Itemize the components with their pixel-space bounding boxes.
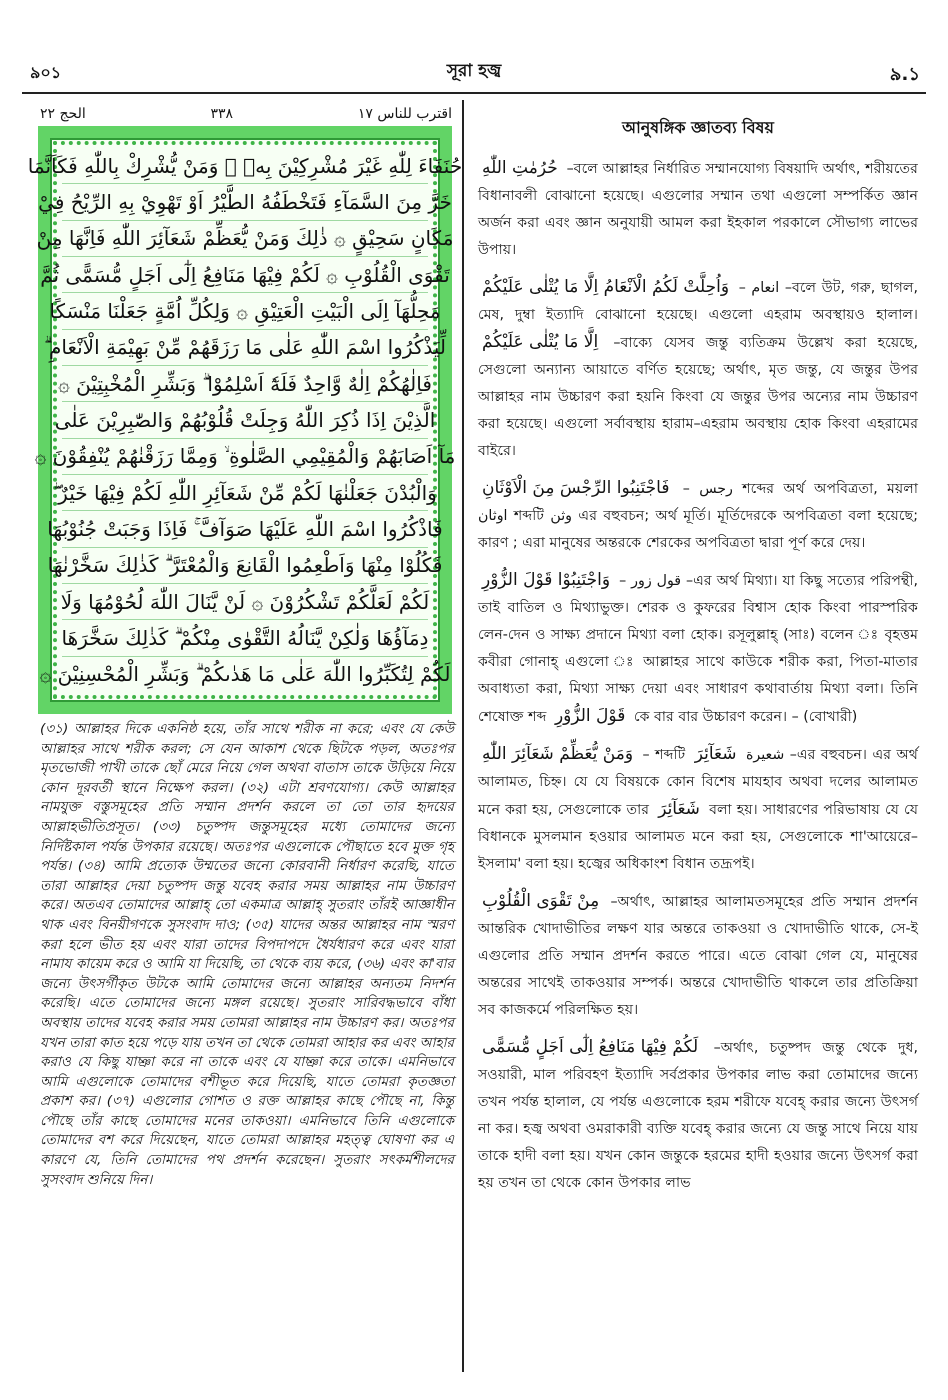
quran-line: تَقْوَى الْقُلُوْبِ ۞ لَكُمْ فِيْهَا مَنَافِعُ اِلٰٓى اَجَلٍ مُّسَمًّى ثُمَّ [62,257,428,293]
paragraph-text: –অর্থাৎ, চতুষ্পদ জন্তু থেকে দুধ, সওয়ারী, মাল পরিবহণ ইত্যাদি সর্বপ্রকার উপকার লাভ করা তোমাদের জন্যে তখন পর্যন্ত হালাল, যে পর্যন্ত এগুলোকে হরম শরীফে যবেহ্ করার জন্যে উৎসর্গ না কর। হজ্ব অথবা ওমরাকারী ব্যক্তি যবেহ্ করার জন্যে যে জন্তু সাথে নিয়ে যায় তাকে হাদী বলা হয়। যখন কোন জন্তুকে হরমের হাদী হওয়ার জন্যে উৎসর্গ করা হয় তখন তা থেকে কোন উপকার লাভ [478,1040,918,1191]
mushaf-page-number: ٣٣٨ [210,106,234,122]
commentary-paragraph [478,475,918,557]
commentary-paragraph [478,741,918,878]
header-divider [22,92,926,94]
quran-line: فَاِلٰهُكُمْ اِلٰهٌ وَّاحِدٌ فَلَهٗٓ اَسْلِمُوْا ۗ وَبَشِّرِ الْمُخْبِتِيْنَ ۞ [62,366,428,402]
arabic-term: مِنْ تَقْوَى الْقُلُوْبِ [482,891,600,911]
paragraph-text: বলা হয়। সাধারণের পরিভাষায় যে যে বিধানকে মুসলমান হওয়ার আলামত মনে করা হয়, সেগুলোকে শা'আয়েরে–ইসলাম' বলা হয়। হজ্বের অধিকাংশ বিধান তদ্রূপই। [478,802,918,872]
paragraph-text: কে বার বার উচ্চারণ করেন। – (বোখারী) [633,709,858,725]
paragraph-text: – শব্দটি [642,747,686,763]
commentary-paragraph [478,274,918,465]
quran-lines [27,148,463,692]
arabic-term: اِلَّا مَا يُتْلٰى عَلَيْكُمْ [482,332,599,352]
arabic-term: فَاجْتَنِبُوا الرِّجْسَ مِنَ الْاَوْثَانِ [482,478,670,498]
quran-line: مَآ اَصَابَهُمْ وَالْمُقِيْمِي الصَّلٰوةِ ۙ وَمِمَّا رَزَقْنٰهُمْ يُنْفِقُوْنَ ۞ [62,439,428,475]
quran-line: مَحِلُّهَآ اِلَى الْبَيْتِ الْعَتِيْقِ ۞ وَلِكُلِّ اُمَّةٍ جَعَلْنَا مَنْسَكًا [62,293,428,329]
paragraph-text: –বলে আল্লাহর নির্ধারিত সম্মানযোগ্য বিষয়াদি অর্থাৎ, শরীয়তের বিধানাবলী বোঝানো হয়েছে। এগুলোর সম্মান তথা এগুলো সম্পর্কিত জ্ঞান অর্জন করা এবং জ্ঞান অনুযায়ী আমল করা ইহকাল পরকালে সৌভাগ্য লাভের উপায়। [478,161,918,258]
quran-line: خَرَّ مِنَ السَّمَآءِ فَتَخْطَفُهُ الطَّيْرُ اَوْ تَهْوِيْ بِهِ الرِّيْحُ فِيْ [62,184,428,220]
column-divider [462,100,464,1372]
commentary-paragraph [478,888,918,1024]
quran-line: لَكُمْ لَعَلَّكُمْ تَشْكُرُوْنَ ۞ لَنْ يَّنَالَ اللّٰهَ لُحُوْمُهَا وَلَا [62,584,428,620]
arabic-term: شَعَآئِرَ [658,799,700,819]
quran-line: لَكُمْ لِتُكَبِّرُوا اللّٰهَ عَلٰى مَا هَدٰىكُمْ ۗ وَبَشِّرِ الْمُحْسِنِيْنَ ۞ [39,662,451,687]
arabic-term: وَمَنْ يُّعَظِّمْ شَعَآئِرَ اللّٰهِ [482,744,634,764]
page-number-right: ৯.১ [889,64,920,85]
commentary-heading: আনুষঙ্গিক জ্ঞাতব্য বিষয় [622,118,774,137]
surah-ref: الحج ٢٢ [40,106,86,122]
arabic-term: قَوْلَ الزُّوْرِ [554,706,626,726]
quran-line: دِمَآؤُهَا وَلٰكِنْ يَّنَالُهُ التَّقْوٰى مِنْكُمْ ۗ كَذٰلِكَ سَخَّرَهَا [62,620,428,656]
quran-subheader [40,104,452,124]
quran-line: وَالْبُدْنَ جَعَلْنٰهَا لَكُمْ مِّنْ شَعَآئِرِ اللّٰهِ لَكُمْ فِيْهَا خَيْرٌ ۖ [62,475,428,511]
paragraph-text: – رجس শব্দের অর্থ অপবিত্রতা, ময়লা اوثان শব্দটি وثن এর বহুবচন; অর্থ মূর্তি। মূর্তিদেরকে অপবিত্রতা বলা হয়েছে; কারণ ; এরা মানুষের অন্তরকে শেরকের অপবিত্রতা দ্বারা পূর্ণ করে দেয়। [478,481,918,551]
commentary-paragraph [478,155,918,264]
quran-line: حُنَفَاءَ لِلّٰهِ غَيْرَ مُشْرِكِيْنَ بِهٖ ۚ وَمَنْ يُّشْرِكْ بِاللّٰهِ فَكَاَنَّمَا [62,148,428,184]
paragraph-text: – انعام –বলে উট, গরু, ছাগল, মেষ, দুম্বা ইত্যাদি বোঝানো হয়েছে। এগুলো এহরাম অবস্থায়ও হালাল। [478,280,918,323]
paragraph-text: شعيرة –এর বহুবচন। এর অর্থ আলামত, চিহ্ন। যে যে বিষয়কে কোন বিশেষ মাযহাব অথবা দলের আলামত মনে করা হয়, সেগুলোকে তার [478,747,918,818]
paragraph-text: –বাক্যে যেসব জন্তু ব্যতিক্রম উল্লেখ করা হয়েছে, সেগুলো অন্যান্য আয়াতে বর্ণিত হয়েছে; অর্থাৎ, মৃত জন্তু, যে জন্তুর উপর আল্লাহর নাম উচ্চারণ করা হয়নি কিংবা যে জন্তুর উপর অন্যের নাম উচ্চারণ করা হয়েছে। এগুলো সর্বাবস্থায় হারাম–এহরাম অবস্থায় হোক কিংবা এহরামের বাইরে। [478,335,918,459]
arabic-term: لَكُمْ فِيْهَا مَنَافِعُ اِلٰٓى اَجَلٍ مُّسَمًّى [482,1037,699,1057]
juz-ref: اقترب للناس ١٧ [357,106,452,122]
quran-line: الَّذِيْنَ اِذَا ذُكِرَ اللّٰهُ وَجِلَتْ قُلُوْبُهُمْ وَالصّٰبِرِيْنَ عَلٰى [62,402,428,438]
bengali-translation: (৩১) আল্লাহর দিকে একনিষ্ঠ হয়ে, তাঁর সাথে শরীক না করে; এবং যে কেউ আল্লাহর সাথে শরীক করল; সে যেন আকাশ থেকে ছিটকে পড়ল, অতঃপর মৃতভোজী পাখী তাকে ছোঁ মেরে নিয়ে গেল অথবা বাতাস তাকে উড়িয়ে নিয়ে কোন দূরবর্তী স্থানে নিক্ষেপ করল। (৩২) এটা শ্রবণযোগ্য। কেউ আল্লাহর নামযুক্ত বস্তুসমূহের প্রতি সম্মান প্রদর্শন করলে তা তো তার হৃদয়ের আল্লাহভীতিপ্রসূত। (৩৩) চতুষ্পদ জন্তুসমূহের মধ্যে তোমাদের জন্যে নির্দিষ্টকাল পর্যন্ত উপকার রয়েছে। অতঃপর এগুলোকে পৌছাতে হবে মুক্ত গৃহ পর্যন্ত। (৩৪) আমি প্রত্যেক উম্মতের জন্যে কোরবানী নির্ধারণ করেছি, যাতে তারা আল্লাহর দেয়া চতুষ্পদ জন্তু যবেহ করার সময় আল্লাহর নাম উচ্চারণ করে। অতএব তোমাদের আল্লাহ্ তো একমাত্র আল্লাহ্ সুতরাং তাঁরই আজ্ঞাধীন থাক এবং বিনয়ীগণকে সুসংবাদ দাও; (৩৫) যাদের অন্তর আল্লাহর নাম স্মরণ করা হলে ভীত হয় এবং যারা তাদের বিপদাপদে ধৈর্যধারণ করে এবং যারা নামায কায়েম করে ও আমি যা দিয়েছি, তা থেকে ব্যয় করে, (৩৬) এবং কা'বার জন্যে উৎসর্গীকৃত উটকে আমি তোমাদের জন্যে আল্লাহর অন্যতম নিদর্শন করেছি। এতে তোমাদের জন্যে মঙ্গল রয়েছে। সুতরাং সারিবদ্ধভাবে বাঁধা অবস্থায় তাদের যবেহ করার সময় তোমরা আল্লাহর নাম উচ্চারণ কর। অতঃপর যখন তারা কাত হয়ে পড়ে যায় তখন তা থেকে তোমরা আহার কর এবং আহার করাও যে কিছু যাচ্ঞা করে না তাকে এবং যে যাচ্ঞা করে তাকে। এমনিভাবে আমি এগুলোকে তোমাদের বশীভূত করে দিয়েছি, যাতে তোমরা কৃতজ্ঞতা প্রকাশ কর। (৩৭) এগুলোর গোশত ও রক্ত আল্লাহর কাছে পৌছে না, কিন্তু পৌছে তাঁর কাছে তোমাদের মনের তাকওয়া। এমনিভাবে তিনি এগুলোকে তোমাদের বশ করে দিয়েছেন, যাতে তোমরা আল্লাহর মহত্ত্ব ঘোষণা কর এ কারণে যে, তিনি তোমাদের পথ প্রদর্শন করেছেন। সুতরাং সৎকর্মশীলদের সুসংবাদ শুনিয়ে দিন। [40,721,454,1188]
commentary-paragraph [478,567,918,731]
quran-text-frame [27,126,463,714]
arabic-term: وَاُحِلَّتْ لَكُمُ الْاَنْعَامُ اِلَّا مَا يُتْلٰى عَلَيْكُمْ [482,277,730,297]
page-title: সূরা হজ্ব [446,61,502,81]
arabic-term: حُرُمٰتِ اللّٰهِ [482,158,558,178]
arabic-term: شَعَآئِرَ [694,744,737,764]
quran-line: فَاذْكُرُوا اسْمَ اللّٰهِ عَلَيْهَا صَوَآفَّ ۚ فَاِذَا وَجَبَتْ جُنُوْبُهَا [62,511,428,547]
quran-line: فَكُلُوْا مِنْهَا وَاَطْعِمُوا الْقَانِعَ وَالْمُعْتَرَّ ۗ كَذٰلِكَ سَخَّرْنٰهَا [62,548,428,584]
page-number-left: ৯০১ [30,63,62,82]
paragraph-text: – قول زور –এর অর্থ মিথ্যা। যা কিছু সত্যের পরিপন্থী, তাই বাতিল ও মিথ্যাভুক্ত। শেরক ও কুফরের বিশ্বাস হোক কিংবা পারস্পরিক লেন-দেন ও সাক্ষ্য প্রদানে মিথ্যা বলা হোক। রসূলুল্লাহ্ (সাঃ) বলেন ঃ বৃহত্তম কবীরা গোনাহ্ এগুলো ঃ আল্লাহর সাথে কাউকে শরীক করা, পিতা-মাতার অবাধ্যতা করা, মিথ্যা সাক্ষ্য দেয়া এবং সাধারণ কথাবার্তায় মিথ্যা বলা। তিনি শেষোক্ত শব্দ [478,573,918,725]
quran-line: مَكَانٍ سَحِيْقٍ ۞ ذٰلِكَ وَمَنْ يُّعَظِّمْ شَعَآئِرَ اللّٰهِ فَاِنَّهَا مِنْ [62,221,428,257]
commentary-column [478,114,918,1207]
quran-line: لِّيَذْكُرُوا اسْمَ اللّٰهِ عَلٰى مَا رَزَقَهُمْ مِّنْ بَهِيْمَةِ الْاَنْعَامِ ۗ [62,330,428,366]
commentary-paragraph [478,1034,918,1197]
arabic-term: وَاجْتَنِبُوْا قَوْلَ الزُّوْرِ [482,570,611,590]
paragraph-text: –অর্থাৎ, আল্লাহর আলামতসমূহের প্রতি সম্মান প্রদর্শন আন্তরিক খোদাভীতির লক্ষণ যার অন্তরে তাকওয়া ও খোদাভীতি থাকে, সে-ই এগুলোর প্রতি সম্মান প্রদর্শন করতে পারে। এতে বোঝা গেল যে, মানুষের অন্তরের সাথেই তাকওয়ার সম্পর্ক। অন্তরে খোদাভীতি থাকলে তার প্রতিক্রিয়া সব কাজকর্মে পরিলক্ষিত হয়। [478,894,918,1018]
